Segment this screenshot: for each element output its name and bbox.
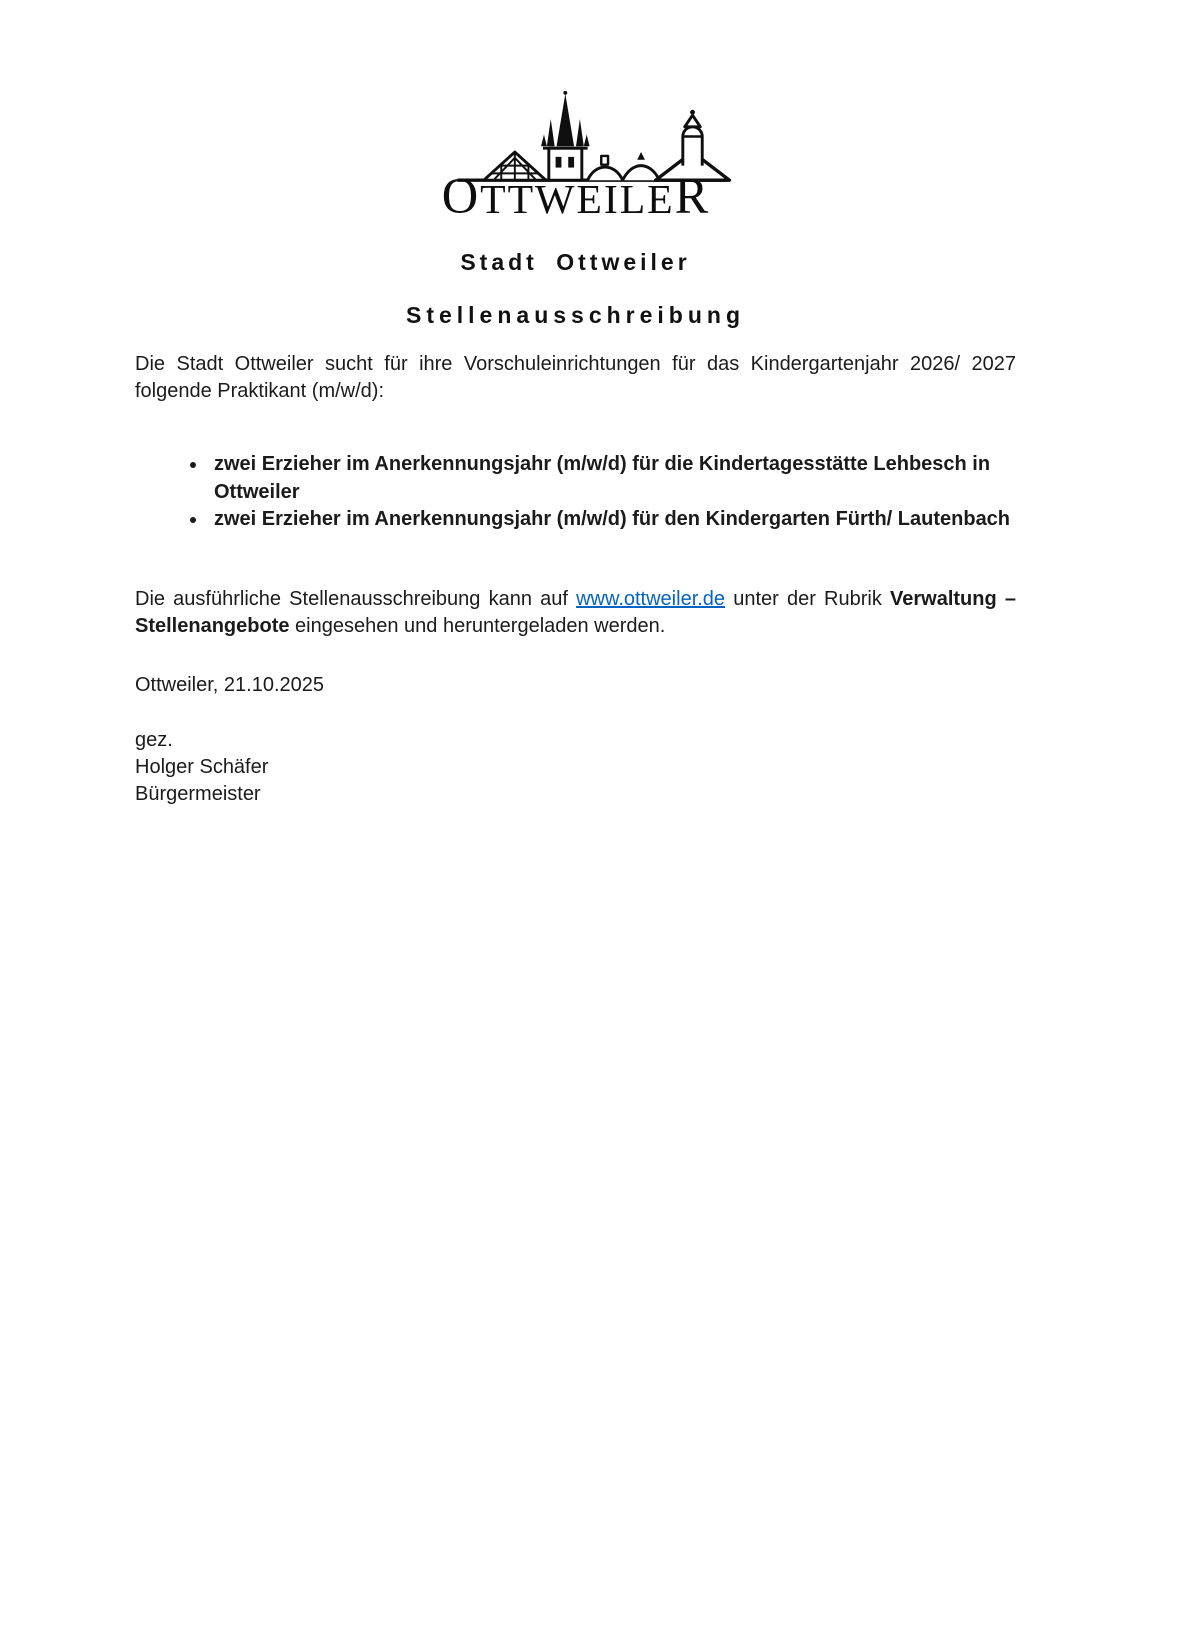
details-bold-rubrik: Verwaltung – Stellenangebote (135, 587, 1016, 637)
details-text-after-link: unter der Rubrik (725, 587, 891, 610)
list-item (208, 506, 1016, 534)
place-date: Ottweiler, 21.10.2025 (135, 673, 325, 696)
details-paragraph (135, 586, 1016, 640)
list-item (208, 451, 1016, 506)
position-text: zwei Erzieher im Anerkennungsjahr (m/w/d) für die Kindertagesstätte Lehbesch in Ottweiler (214, 453, 991, 503)
page-title: Stadt Ottweiler (460, 249, 691, 275)
ottweiler-logo (135, 0, 1016, 225)
logo-wordmark: OTTWEILER (441, 168, 710, 220)
town-skyline-icon (401, 86, 751, 220)
signature-block (135, 727, 1016, 808)
signatory-name: Holger Schäfer (135, 755, 269, 778)
details-text-before-link: Die ausführliche Stellenausschreibung kann auf (135, 587, 577, 610)
ottweiler-website-link[interactable]: www.ottweiler.de (576, 587, 726, 610)
document-content (0, 0, 1179, 808)
signatory-role: Bürgermeister (135, 782, 261, 805)
signed-abbreviation: gez. (135, 728, 173, 751)
positions-list (135, 451, 1016, 534)
details-text-after-bold: eingesehen und heruntergeladen werden. (289, 614, 666, 637)
position-text: zwei Erzieher im Anerkennungsjahr (m/w/d) für den Kindergarten Fürth/ Lautenbach (214, 508, 1011, 530)
page-subtitle: Stellenausschreibung (405, 302, 745, 328)
intro-paragraph: Die Stadt Ottweiler sucht für ihre Vorschuleinrichtungen für das Kindergartenjahr 2026/ 2027 folgende Praktikant (m/w/d): (135, 353, 1016, 402)
